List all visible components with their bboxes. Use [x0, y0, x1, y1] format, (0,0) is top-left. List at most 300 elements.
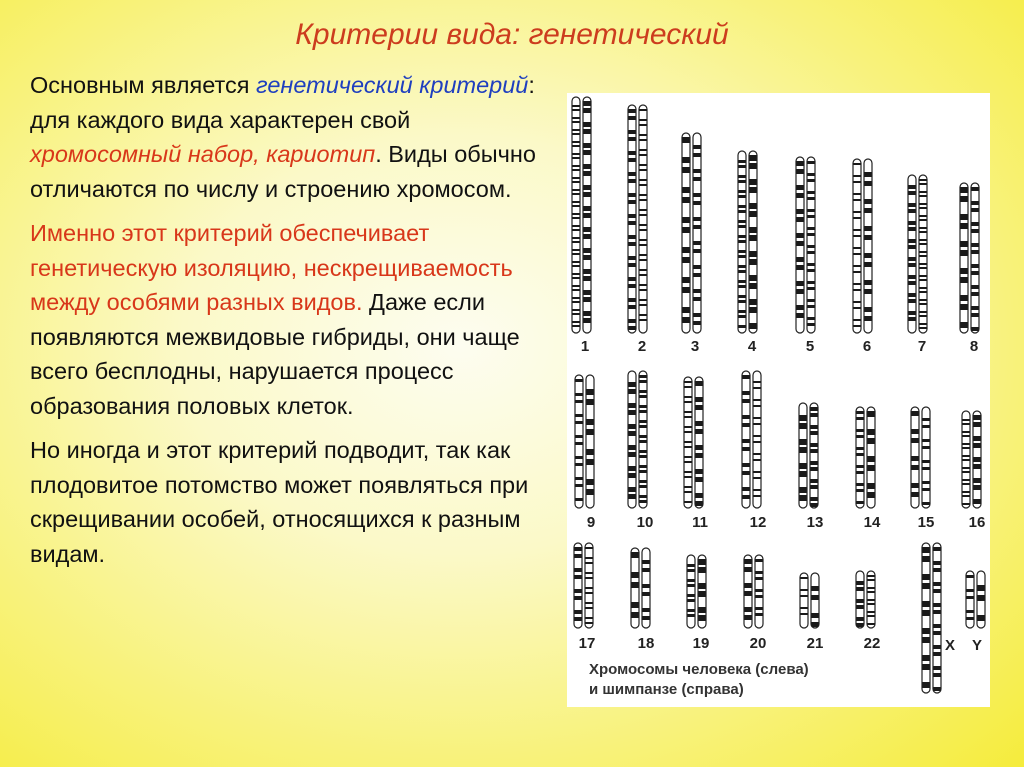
chromosome-band: [754, 381, 761, 383]
chromosome-band: [811, 497, 818, 501]
chromosome-band: [640, 239, 647, 241]
chromosome-band: [923, 628, 930, 634]
chromosome-band: [754, 387, 761, 389]
chromosome-band: [640, 214, 647, 216]
chromosome-band: [640, 244, 647, 246]
chromosome-band: [573, 129, 580, 131]
chromosome-band: [923, 583, 930, 589]
chromosome-band: [685, 386, 692, 388]
chromosome-band: [923, 425, 930, 428]
chromosome-band: [696, 453, 703, 458]
chromosome-band: [573, 225, 580, 227]
chromosome-band: [576, 484, 583, 487]
chromosome-band: [754, 399, 761, 401]
chromosome-band: [923, 446, 930, 449]
chromosome-band: [745, 583, 752, 588]
chromosome-band: [868, 579, 875, 581]
chromosome-band: [756, 571, 763, 574]
chromosome-band: [934, 610, 941, 614]
chromosome-band: [972, 229, 979, 233]
chromosome-band: [586, 587, 593, 589]
chromosome-band: [854, 307, 861, 309]
chromosome-band: [573, 217, 580, 219]
chromosome-band: [857, 429, 864, 432]
chromosome-band: [694, 225, 701, 229]
chromosome-band: [696, 469, 703, 474]
chromosome-band: [632, 612, 639, 618]
chromosome-band: [920, 287, 927, 289]
chromosome-band: [629, 242, 636, 246]
chromosome-band: [640, 470, 647, 473]
chromosome-band: [868, 456, 875, 462]
text-run: Основным является: [30, 72, 257, 98]
chromosome-band: [699, 591, 706, 597]
chromosome-band: [699, 567, 706, 573]
chromosome-band: [854, 265, 861, 267]
chromosome-band: [934, 631, 941, 635]
chromosome-band: [743, 415, 750, 419]
chromosome-band: [857, 617, 864, 621]
chromosome-band: [696, 397, 703, 402]
chromosome-band: [640, 229, 647, 231]
chromosome-band: [573, 249, 580, 251]
chromosome-band: [629, 410, 636, 415]
chromosome-band: [739, 300, 746, 303]
chromosome-band: [629, 221, 636, 225]
chromosome-band: [808, 299, 815, 302]
chromosome-pair: [796, 157, 815, 355]
chromosome-band: [576, 435, 583, 438]
chromosome-band: [800, 495, 807, 501]
chromosome-band: [797, 257, 804, 262]
chromosome-band: [912, 483, 919, 488]
chromosome-band: [865, 235, 872, 240]
text-run: : для каждого вида характерен свой: [30, 72, 535, 133]
chromosome-band: [575, 575, 582, 579]
chromosome-band: [632, 602, 639, 608]
chromosome-band: [920, 275, 927, 277]
chromosome-band: [972, 187, 979, 191]
chromosome-band: [743, 391, 750, 395]
chromosome-band: [961, 295, 968, 301]
chromosome-band: [685, 461, 692, 463]
chromosome-band: [868, 575, 875, 577]
chromosome-band: [974, 443, 981, 448]
chromosome-band: [640, 284, 647, 286]
chromosome-band: [587, 389, 594, 395]
chromosome-band: [685, 441, 692, 443]
chromosome-band: [920, 183, 927, 185]
chromosome-band: [573, 181, 580, 183]
chromosome-band: [629, 494, 636, 499]
chromosome-band: [573, 117, 580, 119]
chromosome-band: [808, 251, 815, 254]
chromosome-band: [868, 603, 875, 605]
chromosome-band: [909, 311, 916, 315]
chromosome-band: [629, 130, 636, 134]
chromosome-band: [584, 164, 591, 169]
chromosome-band: [576, 456, 583, 459]
chromosome-band: [854, 181, 861, 183]
chromosome-band: [586, 602, 593, 604]
chromosome-band: [808, 173, 815, 176]
chromosome-band: [868, 591, 875, 593]
chromosome-band: [923, 502, 930, 505]
chromosome-band: [920, 219, 927, 221]
chromosome-band: [857, 411, 864, 414]
chromosome-pair: [628, 105, 647, 355]
chromosome-band: [573, 205, 580, 207]
chromosome-band: [961, 304, 968, 310]
chromosome-band: [865, 253, 872, 258]
chromosome-band: [629, 389, 636, 394]
chromosome-band: [584, 185, 591, 190]
chromosome-band: [920, 323, 927, 325]
chromosome-band: [857, 453, 864, 456]
chromosome-band: [640, 149, 647, 151]
chromosome-band: [586, 562, 593, 564]
paragraph-2: [30, 216, 540, 423]
chromosome-band: [854, 283, 861, 285]
chromosome-band: [754, 417, 761, 419]
chromosome-band: [694, 145, 701, 149]
chromosome-band: [629, 193, 636, 197]
chromosome-band: [854, 199, 861, 201]
chromosome-band: [920, 327, 927, 329]
chromosome-band: [640, 199, 647, 201]
chromosome-band: [920, 207, 927, 209]
chromosome-band: [694, 289, 701, 293]
chromosome-band: [800, 463, 807, 469]
chromosome-band: [629, 326, 636, 330]
chromosome-band: [584, 318, 591, 323]
chromosome-band: [683, 287, 690, 293]
chromosome-band: [575, 610, 582, 614]
chromosome-band: [754, 423, 761, 425]
chromosome-band: [972, 306, 979, 310]
chromosome-band: [808, 197, 815, 200]
chromosome-band: [745, 567, 752, 572]
chromosome-band: [576, 421, 583, 424]
chromosome-band: [694, 193, 701, 197]
chromosome: [960, 183, 968, 333]
chromosome-band: [587, 479, 594, 485]
chromosome-band: [967, 596, 974, 599]
chromosome-band: [934, 687, 941, 691]
chromosome-band: [972, 292, 979, 296]
chromosome-band: [640, 485, 647, 488]
chromosome-band: [587, 429, 594, 435]
chromosome-band: [857, 587, 864, 591]
chromosome-label: 16: [968, 514, 986, 531]
chromosome-band: [934, 589, 941, 593]
chromosome-band: [640, 259, 647, 261]
chromosome-band: [586, 622, 593, 624]
chromosome-band: [685, 411, 692, 413]
chromosome-band: [587, 489, 594, 495]
chromosome-band: [688, 579, 695, 582]
chromosome-band: [584, 150, 591, 155]
chromosome-band: [584, 143, 591, 148]
chromosome-band: [688, 564, 695, 567]
chromosome-band: [573, 285, 580, 287]
chromosome-band: [739, 205, 746, 208]
chromosome-band: [632, 572, 639, 578]
chromosome-band: [629, 466, 636, 471]
chromosome-band: [808, 317, 815, 320]
chromosome-band: [743, 447, 750, 451]
chromosome-band: [750, 323, 757, 329]
chromosome-band: [857, 489, 864, 492]
highlight-karyotype: хромосомный набор, кариотип: [30, 141, 376, 167]
chromosome-label: 11: [692, 514, 708, 531]
chromosome-band: [854, 193, 861, 195]
chromosome-band: [797, 185, 804, 190]
chromosome-band: [857, 501, 864, 504]
chromosome-band: [640, 109, 647, 111]
chromosome-band: [640, 450, 647, 453]
chromosome-band: [909, 209, 916, 213]
chromosome-band: [978, 585, 985, 591]
chromosome-band: [584, 234, 591, 239]
chromosome-band: [739, 190, 746, 193]
chromosome-band: [576, 442, 583, 445]
chromosome-band: [912, 438, 919, 443]
chromosome-band: [801, 577, 808, 579]
chromosome-band: [963, 423, 970, 425]
chromosome-band: [811, 485, 818, 489]
chromosome-band: [694, 321, 701, 325]
chromosome-band: [854, 235, 861, 237]
chromosome-band: [685, 471, 692, 473]
chromosome-band: [586, 592, 593, 594]
chromosome-band: [854, 211, 861, 213]
chromosome-band: [643, 592, 650, 596]
chromosome-band: [811, 413, 818, 417]
chromosome-band: [683, 137, 690, 143]
chromosome-band: [865, 208, 872, 213]
chromosome-band: [754, 471, 761, 473]
chromosome-band: [963, 483, 970, 485]
chromosome-pair: [575, 375, 595, 531]
chromosome-band: [629, 263, 636, 267]
chromosome-band: [972, 313, 979, 317]
chromosome-band: [754, 405, 761, 407]
chromosome-band: [811, 425, 818, 429]
chromosome-band: [640, 314, 647, 316]
chromosome-band: [629, 473, 636, 478]
chromosome-band: [640, 465, 647, 468]
chromosome-band: [961, 268, 968, 274]
chromosome-label: 13: [806, 514, 824, 531]
chromosome-band: [972, 201, 979, 205]
chromosome-band: [750, 259, 757, 265]
chromosome-band: [739, 325, 746, 328]
main-text: [30, 68, 540, 581]
chromosome-band: [688, 609, 695, 612]
chromosome-band: [643, 616, 650, 620]
chromosome-band: [584, 227, 591, 232]
chromosome: [749, 151, 757, 333]
chromosome-band: [575, 568, 582, 572]
chromosome-band: [694, 153, 701, 157]
chromosome-band: [797, 281, 804, 286]
chromosome-band: [694, 201, 701, 205]
chromosome-band: [868, 411, 875, 417]
chromosome-band: [812, 622, 819, 627]
chromosome-band: [974, 457, 981, 462]
chromosome-band: [923, 601, 930, 607]
chromosome-band: [629, 116, 636, 120]
chromosome-band: [584, 269, 591, 274]
chromosome-band: [934, 603, 941, 607]
chromosome-band: [811, 407, 818, 411]
chromosome-band: [745, 591, 752, 596]
chromosome-band: [683, 257, 690, 263]
chromosome-band: [750, 227, 757, 233]
chromosome-band: [750, 179, 757, 185]
chromosome-band: [854, 229, 861, 231]
chromosome-band: [801, 589, 808, 591]
chromosome-band: [912, 429, 919, 434]
chromosome-band: [576, 400, 583, 403]
chromosome-band: [963, 471, 970, 473]
chromosome-band: [640, 139, 647, 141]
chromosome-label: 4: [747, 338, 757, 355]
chromosome-label: 10: [636, 514, 654, 531]
chromosome-band: [743, 423, 750, 427]
chromosome-band: [857, 447, 864, 450]
chromosome-band: [923, 467, 930, 470]
chromosome-band: [963, 491, 970, 493]
chromosome-band: [967, 575, 974, 578]
chromosome-band: [688, 614, 695, 617]
chromosome-band: [640, 435, 647, 438]
chromosome-band: [640, 395, 647, 398]
chromosome-band: [643, 568, 650, 572]
chromosome: [800, 573, 808, 628]
chromosome-band: [811, 503, 818, 507]
chromosome-band: [808, 245, 815, 248]
chromosome-band: [909, 203, 916, 207]
chromosome-band: [754, 435, 761, 437]
chromosome-band: [586, 557, 593, 559]
chromosome-band: [573, 153, 580, 155]
chromosome-band: [750, 275, 757, 281]
chromosome-band: [963, 467, 970, 469]
chromosome-band: [683, 277, 690, 283]
chromosome-band: [857, 605, 864, 609]
chromosome-pair: [962, 411, 985, 531]
chromosome-band: [868, 623, 875, 625]
chromosome-band: [694, 297, 701, 301]
chromosome-band: [961, 250, 968, 256]
chromosome-band: [699, 615, 706, 621]
caption-line: и шимпанзе (справа): [589, 681, 744, 698]
chromosome-band: [934, 547, 941, 551]
chromosome-band: [629, 214, 636, 218]
chromosome-band: [756, 613, 763, 616]
chromosome-band: [967, 617, 974, 620]
chromosome-pair: [742, 371, 766, 531]
chromosome-band: [576, 477, 583, 480]
chromosome-band: [576, 379, 583, 382]
chromosome-band: [573, 177, 580, 179]
chromosome-band: [972, 208, 979, 212]
chromosome-band: [865, 181, 872, 186]
chromosome-band: [694, 169, 701, 173]
chromosome-band: [754, 441, 761, 443]
chromosome-label: Y: [971, 637, 983, 654]
chromosome-band: [739, 240, 746, 243]
chromosome-band: [974, 422, 981, 427]
chromosome-band: [584, 122, 591, 127]
chromosome-band: [978, 615, 985, 621]
chromosome-band: [683, 187, 690, 193]
chromosome-pair: [908, 175, 927, 355]
chromosome-band: [934, 582, 941, 586]
chromosome-band: [683, 317, 690, 323]
chromosome-band: [743, 439, 750, 443]
chromosome-band: [750, 307, 757, 313]
chromosome-band: [972, 271, 979, 275]
chromosome-band: [920, 231, 927, 233]
chromosome-band: [750, 155, 757, 161]
chromosome-band: [586, 547, 593, 549]
chromosome-band: [923, 610, 930, 616]
chromosome: [933, 543, 941, 693]
chromosome-band: [909, 191, 916, 195]
chromosome-band: [963, 495, 970, 497]
chromosome-label: 17: [578, 635, 596, 652]
chromosome-band: [868, 483, 875, 489]
chromosome-band: [923, 481, 930, 484]
chromosome-band: [743, 463, 750, 467]
chromosome-band: [800, 447, 807, 453]
chromosome-band: [573, 301, 580, 303]
chromosome-band: [963, 431, 970, 433]
chromosome-band: [974, 485, 981, 490]
chromosome-band: [629, 109, 636, 113]
chromosome-band: [920, 255, 927, 257]
chromosome-band: [808, 305, 815, 308]
chromosome-band: [972, 285, 979, 289]
chromosome-band: [812, 595, 819, 600]
chromosome-band: [587, 419, 594, 425]
chromosome-band: [629, 172, 636, 176]
karyotype-image: [567, 93, 990, 707]
chromosome-label: 7: [917, 338, 927, 355]
chromosome-pair: [572, 97, 591, 355]
chromosome-band: [629, 277, 636, 281]
chromosome: [922, 407, 930, 508]
chromosome-band: [963, 447, 970, 449]
chromosome-pair: [853, 159, 872, 355]
chromosome-band: [629, 137, 636, 141]
chromosome-label: X: [944, 637, 956, 654]
chromosome-band: [923, 655, 930, 661]
chromosome-band: [694, 265, 701, 269]
chromosome-band: [573, 109, 580, 111]
chromosome: [695, 377, 703, 508]
chromosome-band: [854, 247, 861, 249]
chromosome-band: [912, 465, 919, 470]
chromosome-band: [909, 317, 916, 321]
chromosome-band: [754, 459, 761, 461]
chromosome-label: 8: [969, 338, 979, 355]
chromosome-band: [573, 265, 580, 267]
chromosome-band: [573, 145, 580, 147]
